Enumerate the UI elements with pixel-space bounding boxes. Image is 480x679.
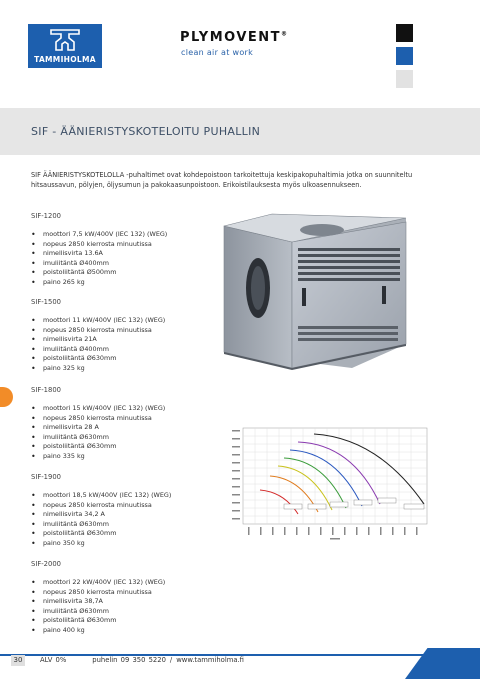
website-link[interactable]: www.tammiholma.fi	[176, 656, 244, 664]
spec-item: • moottori 7,5 kW/400V (IEC 132) (WEG)	[31, 230, 167, 240]
spec-item: • moottori 22 kW/400V (IEC 132) (WEG)	[31, 578, 165, 588]
spec-item: • poistoliitäntä Ø630mm	[31, 616, 165, 626]
brand-tagline: clean air at work	[181, 48, 254, 57]
footer-contact	[40, 656, 244, 664]
spec-item: • imuliitäntä Ø630mm	[31, 520, 171, 530]
spec-item: • nopeus 2850 kierrosta minuutissa	[31, 501, 171, 511]
spec-item: • nopeus 2850 kierrosta minuutissa	[31, 240, 167, 250]
spec-item: • paino 265 kg	[31, 278, 167, 288]
intro-paragraph: SIF ÄÄNIERISTYSKOTELOLLA -puhaltimet ovat kohdepoistoon tarkoitettuja keskipakopuhaltimia jotka on suunniteltu hitsaussavun, pölyjen, öljysumun ja pakokaasunpoistoon. Erikoistilauksesta myös ulkoasennukseen.	[31, 171, 413, 189]
brand-name: PLYMOVENT	[180, 30, 282, 45]
spec-item: • moottori 15 kW/400V (IEC 132) (WEG)	[31, 404, 165, 414]
spec-item: • imuliitäntä Ø400mm	[31, 259, 167, 269]
spec-item: • paino 335 kg	[31, 452, 165, 462]
spec-item: • nimellisvirta 13.6A	[31, 249, 167, 259]
spec-list	[31, 316, 165, 374]
spec-item: • nopeus 2850 kierrosta minuutissa	[31, 588, 165, 598]
tammiholma-logo-text: TAMMIHOLMA	[34, 55, 96, 64]
spec-item: • paino 325 kg	[31, 364, 165, 374]
spec-item: • nopeus 2850 kierrosta minuutissa	[31, 414, 165, 424]
vat-note: ALV 0%	[40, 656, 67, 664]
spec-item: • poistoliitäntä Ø500mm	[31, 268, 167, 278]
spec-item: • imuliitäntä Ø630mm	[31, 607, 165, 617]
page-title: SIF - ÄÄNIERISTYSKOTELOITU PUHALLIN	[31, 125, 261, 138]
model-heading: SIF-1900	[31, 473, 61, 481]
spec-list	[31, 230, 167, 288]
product-image	[222, 212, 418, 370]
phone-number: puhelin 09 350 5220	[92, 656, 166, 664]
spec-item: • nopeus 2850 kierrosta minuutissa	[31, 326, 165, 336]
spec-item: • poistoliitäntä Ø630mm	[31, 442, 165, 452]
model-heading: SIF-1800	[31, 386, 61, 394]
registered-mark: ®	[281, 30, 289, 38]
spec-item: • poistoliitäntä Ø630mm	[31, 354, 165, 364]
model-heading: SIF-2000	[31, 560, 61, 568]
side-tab	[0, 387, 13, 407]
spec-item: • poistoliitäntä Ø630mm	[31, 529, 171, 539]
color-swatch-black	[396, 24, 413, 42]
color-swatch-blue	[396, 47, 413, 65]
plymovent-logo	[180, 30, 289, 45]
spec-list	[31, 404, 165, 462]
spec-list	[31, 578, 165, 636]
model-heading: SIF-1200	[31, 212, 61, 220]
model-heading: SIF-1500	[31, 298, 61, 306]
spec-item: • nimellisvirta 38,7A	[31, 597, 165, 607]
fan-curve-chart	[228, 424, 432, 542]
spec-item: • nimellisvirta 34,2 A	[31, 510, 171, 520]
spec-item: • imuliitäntä Ø630mm	[31, 433, 165, 443]
color-swatch-grey	[396, 70, 413, 88]
spec-item: • paino 400 kg	[31, 626, 165, 636]
spec-list	[31, 491, 171, 549]
spec-item: • imuliitäntä Ø400mm	[31, 345, 165, 355]
spec-item: • nimellisvirta 21A	[31, 335, 165, 345]
tammiholma-logo-mark-icon	[50, 28, 80, 52]
page-number: 30	[11, 655, 25, 666]
spec-item: • moottori 11 kW/400V (IEC 132) (WEG)	[31, 316, 165, 326]
spec-item: • nimellisvirta 28 A	[31, 423, 165, 433]
footer-accent	[405, 648, 480, 679]
footer-separator: /	[169, 656, 173, 664]
spec-item: • paino 350 kg	[31, 539, 171, 549]
tammiholma-logo	[28, 24, 102, 68]
spec-item: • moottori 18,5 kW/400V (IEC 132) (WEG)	[31, 491, 171, 501]
